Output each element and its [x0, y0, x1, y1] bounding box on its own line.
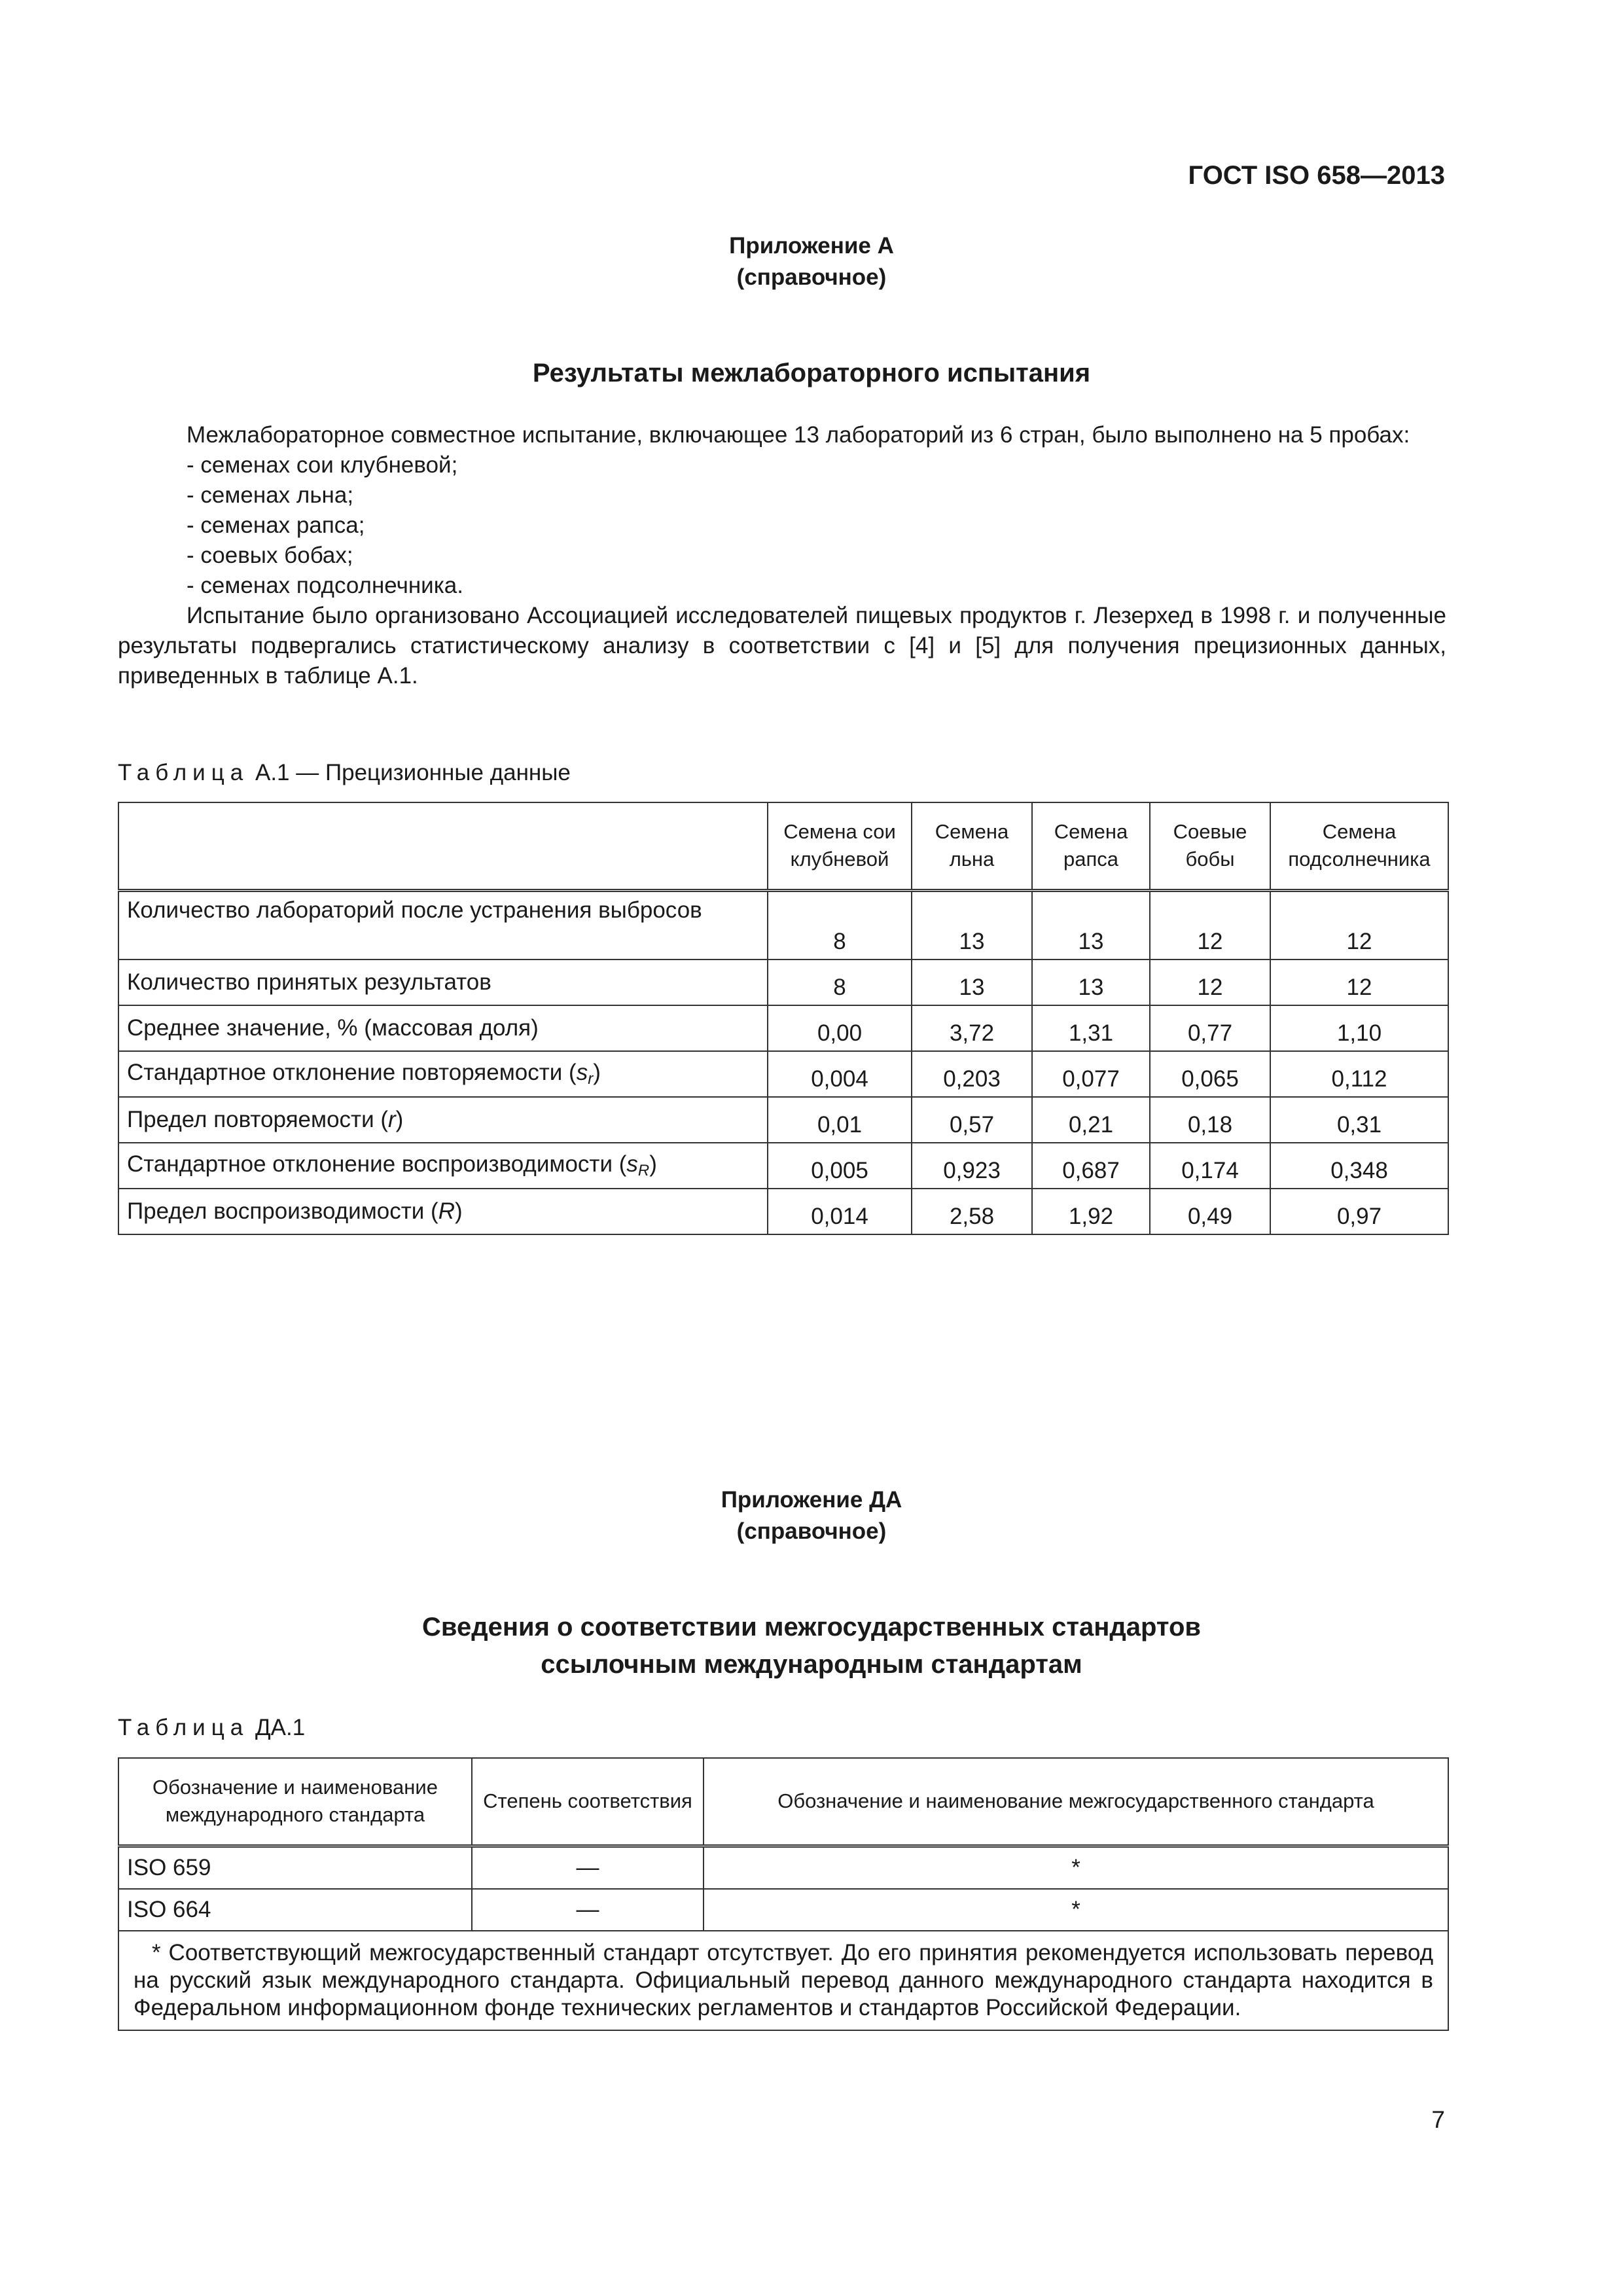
sample-item: - семенах сои клубневой;: [187, 452, 458, 478]
data-cell: 0,18: [1150, 1097, 1270, 1143]
appendix-da-heading-line2: ссылочным международным стандартам: [541, 1650, 1082, 1679]
appendix-da-status: (справочное): [736, 1518, 887, 1544]
data-cell: 0,004: [768, 1051, 912, 1097]
data-cell: 13: [912, 890, 1032, 960]
table-row: [118, 1143, 1448, 1189]
row-label-text: Предел повторяемости (: [127, 1107, 389, 1132]
data-cell: 0,31: [1270, 1097, 1448, 1143]
row-label-text: Стандартное отклонение воспроизводимости (: [127, 1151, 627, 1177]
table-da1-caption-text: ДА.1: [255, 1715, 306, 1740]
international-standard-cell: ISO 664: [118, 1889, 472, 1931]
table-row: [118, 1005, 1448, 1051]
data-cell: 0,065: [1150, 1051, 1270, 1097]
row-label: Количество принятых результатов: [118, 960, 768, 1005]
data-cell: 3,72: [912, 1005, 1032, 1051]
precision-data-table: [118, 802, 1449, 1235]
table-row: [118, 890, 1448, 960]
data-cell: 0,923: [912, 1143, 1032, 1189]
data-cell: 12: [1270, 890, 1448, 960]
row-label-end: ): [649, 1151, 657, 1177]
data-cell: 0,174: [1150, 1143, 1270, 1189]
data-cell: 0,49: [1150, 1189, 1270, 1234]
row-label-subscript: r: [588, 1070, 594, 1088]
table-row: [118, 1889, 1448, 1931]
row-label-end: ): [593, 1060, 601, 1085]
data-cell: 13: [1032, 890, 1150, 960]
table-row: [118, 1846, 1448, 1889]
data-cell: 0,112: [1270, 1051, 1448, 1097]
interstate-standard-cell: *: [704, 1846, 1448, 1889]
appendix-a-heading: Результаты межлабораторного испытания: [532, 359, 1091, 387]
intro-paragraph: Межлабораторное совместное испытание, включающее 13 лабораторий из 6 стран, было выполнено на 5 пробах:: [187, 422, 1410, 448]
column-header: Обозначение и наименование международного стандарта: [118, 1758, 472, 1846]
data-cell: 0,97: [1270, 1189, 1448, 1234]
table-a1-caption: [118, 758, 571, 788]
column-header: Семена сои клубневой: [768, 802, 912, 890]
row-label: [118, 1051, 768, 1097]
row-label-text: Стандартное отклонение повторяемости (: [127, 1060, 577, 1085]
table-da1-caption: [118, 1713, 305, 1743]
appendix-da-heading: [0, 1609, 1623, 1683]
row-label: [118, 1097, 768, 1143]
table-header-row: [118, 1758, 1448, 1846]
sample-item: - соевых бобах;: [187, 543, 353, 568]
data-cell: 12: [1270, 960, 1448, 1005]
row-label-symbol: s: [626, 1151, 638, 1177]
data-cell: 8: [768, 960, 912, 1005]
table-footnote: * Соответствующий межгосударственный стандарт отсутствует. До его принятия рекомендуется использовать перевод на русский язык международного стандарта. Официальный перевод данного международного стандарта находится в Федеральном информационном фонде технических регламентов и стандартов Российской Федерации.: [118, 1931, 1448, 2030]
data-cell: 0,014: [768, 1189, 912, 1234]
table-row: [118, 1189, 1448, 1234]
document-header: ГОСТ ISO 658—2013: [1188, 161, 1445, 190]
data-cell: 13: [1032, 960, 1150, 1005]
data-cell: 0,687: [1032, 1143, 1150, 1189]
data-cell: 0,005: [768, 1143, 912, 1189]
data-cell: 12: [1150, 890, 1270, 960]
data-cell: 1,92: [1032, 1189, 1150, 1234]
sample-item: - семенах рапса;: [187, 512, 365, 538]
appendix-da-heading-line1: Сведения о соответствии межгосударственных стандартов: [422, 1613, 1201, 1641]
sample-item: - семенах льна;: [187, 482, 354, 508]
column-header: Семена льна: [912, 802, 1032, 890]
column-header: Семена подсолнечника: [1270, 802, 1448, 890]
data-cell: 13: [912, 960, 1032, 1005]
standards-correspondence-table: [118, 1757, 1449, 2031]
row-label-end: ): [395, 1107, 404, 1132]
table-header-row: [118, 802, 1448, 890]
data-cell: 12: [1150, 960, 1270, 1005]
header-empty-cell: [118, 802, 768, 890]
data-cell: 0,77: [1150, 1005, 1270, 1051]
table-row: [118, 960, 1448, 1005]
column-header: Степень соответствия: [472, 1758, 704, 1846]
sample-item: - семенах подсолнечника.: [187, 573, 463, 598]
column-header: Обозначение и наименование межгосударственного стандарта: [704, 1758, 1448, 1846]
row-label-symbol: r: [388, 1107, 396, 1132]
appendix-a-status: (справочное): [736, 264, 887, 290]
row-label-subscript: R: [637, 1162, 650, 1179]
data-cell: 0,348: [1270, 1143, 1448, 1189]
column-header: Семена рапса: [1032, 802, 1150, 890]
row-label: [118, 1143, 768, 1189]
degree-cell: —: [472, 1889, 704, 1931]
data-cell: 0,01: [768, 1097, 912, 1143]
appendix-a-title: Приложение А: [729, 233, 894, 259]
appendix-a-title-block: [0, 230, 1623, 293]
table-a1-caption-text: А.1 — Прецизионные данные: [255, 760, 571, 785]
row-label: Количество лабораторий после устранения выбросов: [118, 890, 768, 960]
conclusion-paragraph: Испытание было организовано Ассоциацией исследователей пищевых продуктов г. Лезерхед в 1998 г. и полученные результаты подвергались статистическому анализу в соответствии с [4] и [5] для получения прецизионных данных, приведенных в таблице А.1.: [118, 603, 1446, 689]
row-label: Среднее значение, % (массовая доля): [118, 1005, 768, 1051]
data-cell: 1,31: [1032, 1005, 1150, 1051]
table-row: [118, 1097, 1448, 1143]
data-cell: 0,077: [1032, 1051, 1150, 1097]
appendix-da-title-block: [0, 1484, 1623, 1547]
column-header: Соевые бобы: [1150, 802, 1270, 890]
row-label-text: Предел воспроизводимости (: [127, 1198, 438, 1224]
table-a1-caption-prefix: Таблица: [118, 760, 249, 785]
data-cell: 0,00: [768, 1005, 912, 1051]
appendix-da-title: Приложение ДА: [721, 1487, 902, 1513]
data-cell: 0,57: [912, 1097, 1032, 1143]
data-cell: 0,203: [912, 1051, 1032, 1097]
row-label-end: ): [454, 1198, 463, 1224]
data-cell: 2,58: [912, 1189, 1032, 1234]
data-cell: 0,21: [1032, 1097, 1150, 1143]
page-number: 7: [1431, 2106, 1445, 2133]
table-footnote-row: [118, 1931, 1448, 2030]
data-cell: 8: [768, 890, 912, 960]
appendix-a-body: [118, 420, 1446, 691]
row-label-symbol: s: [576, 1060, 588, 1085]
table-da1-caption-prefix: Таблица: [118, 1715, 249, 1740]
row-label-symbol: R: [438, 1198, 455, 1224]
data-cell: 1,10: [1270, 1005, 1448, 1051]
table-row: [118, 1051, 1448, 1097]
international-standard-cell: ISO 659: [118, 1846, 472, 1889]
interstate-standard-cell: *: [704, 1889, 1448, 1931]
row-label: [118, 1189, 768, 1234]
degree-cell: —: [472, 1846, 704, 1889]
